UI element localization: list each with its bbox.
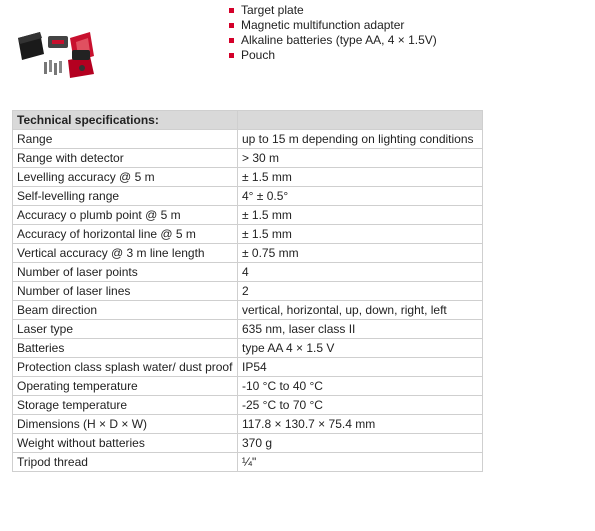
spec-value: ± 1.5 mm: [238, 168, 483, 187]
accessory-label: Pouch: [241, 48, 276, 62]
table-row: [13, 187, 483, 206]
table-row: [13, 320, 483, 339]
bullet-icon: [229, 53, 234, 58]
spec-label: Vertical accuracy @ 3 m line length: [13, 244, 238, 263]
table-row: [13, 206, 483, 225]
spec-value: > 30 m: [238, 149, 483, 168]
specifications-table: [12, 110, 483, 472]
accessory-label: Magnetic multifunction adapter: [241, 18, 405, 32]
spec-value: 4° ± 0.5°: [238, 187, 483, 206]
accessories-list: [228, 3, 437, 63]
spec-label: Storage temperature: [13, 396, 238, 415]
table-row: [13, 396, 483, 415]
table-header: Technical specifications:: [13, 111, 238, 130]
spec-label: Beam direction: [13, 301, 238, 320]
spec-label: Dimensions (H × D × W): [13, 415, 238, 434]
spec-label: Operating temperature: [13, 377, 238, 396]
table-header-row: [13, 111, 483, 130]
spec-label: Self-levelling range: [13, 187, 238, 206]
table-row: [13, 168, 483, 187]
spec-label: Laser type: [13, 320, 238, 339]
spec-value: 2: [238, 282, 483, 301]
table-row: [13, 301, 483, 320]
spec-label: Range: [13, 130, 238, 149]
spec-value: up to 15 m depending on lighting conditions: [238, 130, 483, 149]
spec-value: -25 °C to 70 °C: [238, 396, 483, 415]
accessory-label: Target plate: [241, 3, 304, 17]
bullet-icon: [229, 8, 234, 13]
spec-value: 4: [238, 263, 483, 282]
table-row: [13, 415, 483, 434]
spec-label: Batteries: [13, 339, 238, 358]
accessory-label: Alkaline batteries (type AA, 4 × 1.5V): [241, 33, 437, 47]
table-row: [13, 282, 483, 301]
bullet-icon: [229, 23, 234, 28]
spec-label: Tripod thread: [13, 453, 238, 472]
table-row: [13, 244, 483, 263]
table-row: [13, 149, 483, 168]
spec-value: -10 °C to 40 °C: [238, 377, 483, 396]
table-row: [13, 434, 483, 453]
spec-label: Number of laser lines: [13, 282, 238, 301]
table-row: [13, 339, 483, 358]
list-item: [228, 18, 437, 33]
spec-value: ¼": [238, 453, 483, 472]
spec-value: ± 0.75 mm: [238, 244, 483, 263]
table-header-empty: [238, 111, 483, 130]
table-row: [13, 225, 483, 244]
spec-label: Range with detector: [13, 149, 238, 168]
spec-label: Number of laser points: [13, 263, 238, 282]
table-row: [13, 263, 483, 282]
table-row: [13, 377, 483, 396]
spec-value: vertical, horizontal, up, down, right, left: [238, 301, 483, 320]
spec-value: 370 g: [238, 434, 483, 453]
spec-value: 635 nm, laser class II: [238, 320, 483, 339]
list-item: [228, 33, 437, 48]
spec-label: Protection class splash water/ dust proof: [13, 358, 238, 377]
spec-label: Weight without batteries: [13, 434, 238, 453]
spec-value: type AA 4 × 1.5 V: [238, 339, 483, 358]
spec-value: 117.8 × 130.7 × 75.4 mm: [238, 415, 483, 434]
spec-value: IP54: [238, 358, 483, 377]
spec-label: Accuracy of horizontal line @ 5 m: [13, 225, 238, 244]
bullet-icon: [229, 38, 234, 43]
table-row: [13, 130, 483, 149]
spec-value: ± 1.5 mm: [238, 225, 483, 244]
spec-label: Levelling accuracy @ 5 m: [13, 168, 238, 187]
spec-label: Accuracy o plumb point @ 5 m: [13, 206, 238, 225]
table-row: [13, 358, 483, 377]
table-row: [13, 453, 483, 472]
list-item: [228, 48, 437, 63]
list-item: [228, 3, 437, 18]
spec-value: ± 1.5 mm: [238, 206, 483, 225]
product-image: [12, 18, 112, 84]
